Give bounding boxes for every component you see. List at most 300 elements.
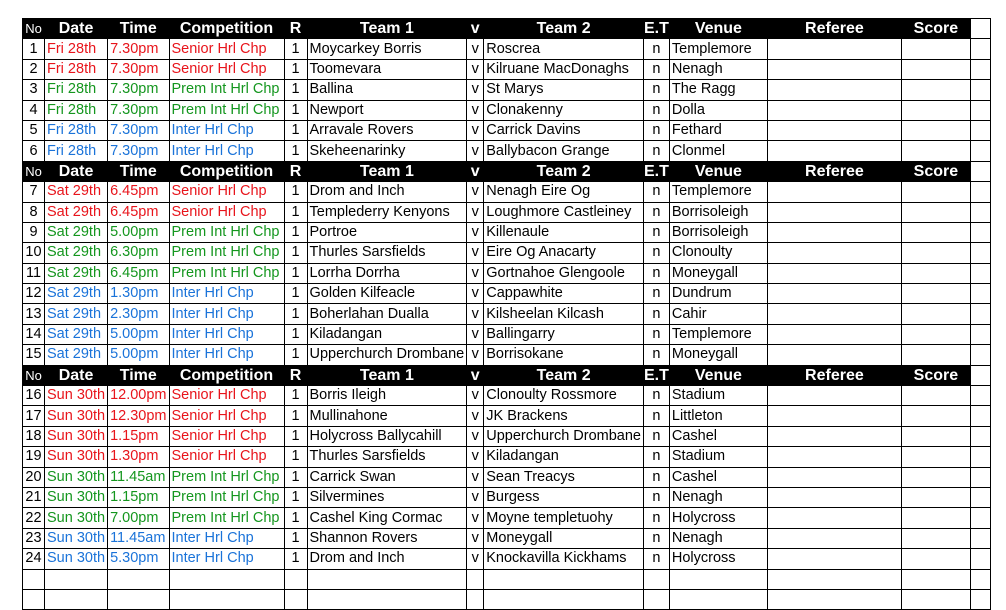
time-cell[interactable]: 6.30pm	[108, 243, 169, 263]
time-cell[interactable]: 7.30pm	[108, 59, 169, 79]
header-team1[interactable]: Team 1	[307, 19, 467, 39]
competition-cell[interactable]: Senior Hrl Chp	[169, 386, 284, 406]
extra-time-cell[interactable]: n	[644, 39, 670, 59]
competition-cell[interactable]	[169, 569, 284, 589]
empty-cell[interactable]	[970, 141, 990, 161]
team2-cell[interactable]: Loughmore Castleiney	[484, 202, 644, 222]
team2-cell[interactable]: Clonoulty Rossmore	[484, 386, 644, 406]
referee-cell[interactable]	[767, 263, 901, 283]
referee-cell[interactable]	[767, 569, 901, 589]
time-cell[interactable]: 2.30pm	[108, 304, 169, 324]
row-number-cell[interactable]: 5	[23, 120, 45, 140]
row-number-cell[interactable]: 14	[23, 324, 45, 344]
round-cell[interactable]: 1	[284, 528, 307, 548]
venue-cell[interactable]: Templemore	[669, 39, 767, 59]
competition-cell[interactable]: Prem Int Hrl Chp	[169, 487, 284, 507]
venue-cell[interactable]: Templemore	[669, 324, 767, 344]
team2-cell[interactable]: Killenaule	[484, 222, 644, 242]
team2-cell[interactable]: Knockavilla Kickhams	[484, 549, 644, 569]
header-date[interactable]: Date	[45, 365, 108, 385]
versus-cell[interactable]: v	[467, 59, 484, 79]
extra-time-cell[interactable]: n	[644, 406, 670, 426]
competition-cell[interactable]: Senior Hrl Chp	[169, 59, 284, 79]
competition-cell[interactable]: Inter Hrl Chp	[169, 528, 284, 548]
row-number-cell[interactable]: 21	[23, 487, 45, 507]
header-et[interactable]: E.T	[644, 20, 669, 38]
referee-cell[interactable]	[767, 243, 901, 263]
venue-cell[interactable]: Clonoulty	[669, 243, 767, 263]
team1-cell[interactable]: Kiladangan	[307, 324, 467, 344]
time-cell[interactable]: 12.00pm	[108, 386, 169, 406]
team2-cell[interactable]: Eire Og Anacarty	[484, 243, 644, 263]
time-cell[interactable]: 6.45pm	[108, 202, 169, 222]
extra-time-cell[interactable]: n	[644, 120, 670, 140]
versus-cell[interactable]: v	[467, 100, 484, 120]
team2-cell[interactable]	[484, 569, 644, 589]
team1-cell[interactable]: Boherlahan Dualla	[307, 304, 467, 324]
versus-cell[interactable]: v	[467, 202, 484, 222]
date-cell[interactable]: Sat 29th	[45, 182, 108, 202]
score-cell[interactable]	[901, 324, 970, 344]
extra-time-cell[interactable]: n	[644, 467, 670, 487]
date-cell[interactable]: Sun 30th	[45, 386, 108, 406]
competition-cell[interactable]: Prem Int Hrl Chp	[169, 100, 284, 120]
empty-cell[interactable]	[970, 528, 990, 548]
time-cell[interactable]: 5.00pm	[108, 222, 169, 242]
empty-cell[interactable]	[970, 80, 990, 100]
team1-cell[interactable]: Cashel King Cormac	[307, 508, 467, 528]
referee-cell[interactable]	[767, 406, 901, 426]
date-cell[interactable]: Fri 28th	[45, 80, 108, 100]
team2-cell[interactable]: Gortnahoe Glengoole	[484, 263, 644, 283]
score-cell[interactable]	[901, 141, 970, 161]
empty-cell[interactable]	[970, 467, 990, 487]
round-cell[interactable]: 1	[284, 243, 307, 263]
referee-cell[interactable]	[767, 528, 901, 548]
team2-cell[interactable]: Kiladangan	[484, 447, 644, 467]
competition-cell[interactable]: Senior Hrl Chp	[169, 426, 284, 446]
referee-cell[interactable]	[767, 80, 901, 100]
referee-cell[interactable]	[767, 447, 901, 467]
header-r[interactable]: R	[284, 161, 307, 181]
header-referee[interactable]: Referee	[767, 365, 901, 385]
team2-cell[interactable]: Sean Treacys	[484, 467, 644, 487]
date-cell[interactable]: Sun 30th	[45, 467, 108, 487]
empty-cell[interactable]	[970, 447, 990, 467]
date-cell[interactable]	[45, 569, 108, 589]
team1-cell[interactable]: Skeheenarinky	[307, 141, 467, 161]
venue-cell[interactable]: Dundrum	[669, 284, 767, 304]
time-cell[interactable]: 1.30pm	[108, 447, 169, 467]
team2-cell[interactable]: Moyne templetuohy	[484, 508, 644, 528]
score-cell[interactable]	[901, 222, 970, 242]
extra-time-cell[interactable]: n	[644, 549, 670, 569]
referee-cell[interactable]	[767, 222, 901, 242]
extra-time-cell[interactable]: n	[644, 243, 670, 263]
extra-time-cell[interactable]: n	[644, 508, 670, 528]
referee-cell[interactable]	[767, 182, 901, 202]
date-cell[interactable]: Sun 30th	[45, 447, 108, 467]
team2-cell[interactable]: Moneygall	[484, 528, 644, 548]
round-cell[interactable]: 1	[284, 345, 307, 365]
referee-cell[interactable]	[767, 386, 901, 406]
header-v[interactable]: v	[467, 161, 484, 181]
empty-cell[interactable]	[970, 284, 990, 304]
team1-cell[interactable]: Carrick Swan	[307, 467, 467, 487]
date-cell[interactable]: Fri 28th	[45, 39, 108, 59]
team1-cell[interactable]: Newport	[307, 100, 467, 120]
referee-cell[interactable]	[767, 304, 901, 324]
header-competition[interactable]: Competition	[169, 19, 284, 39]
score-cell[interactable]	[901, 39, 970, 59]
team2-cell[interactable]: St Marys	[484, 80, 644, 100]
venue-cell[interactable]: The Ragg	[669, 80, 767, 100]
time-cell[interactable]	[108, 569, 169, 589]
header-venue[interactable]: Venue	[669, 365, 767, 385]
score-cell[interactable]	[901, 426, 970, 446]
team1-cell[interactable]: Holycross Ballycahill	[307, 426, 467, 446]
versus-cell[interactable]: v	[467, 345, 484, 365]
round-cell[interactable]: 1	[284, 39, 307, 59]
row-number-cell[interactable]: 20	[23, 467, 45, 487]
header-venue[interactable]: Venue	[669, 161, 767, 181]
row-number-cell[interactable]: 10	[23, 243, 45, 263]
versus-cell[interactable]: v	[467, 39, 484, 59]
team1-cell[interactable]: Mullinahone	[307, 406, 467, 426]
score-cell[interactable]	[901, 263, 970, 283]
date-cell[interactable]: Sat 29th	[45, 324, 108, 344]
team2-cell[interactable]: Roscrea	[484, 39, 644, 59]
header-et[interactable]: E.T	[644, 366, 669, 384]
row-number-cell[interactable]: 9	[23, 222, 45, 242]
empty-cell[interactable]	[970, 426, 990, 446]
team1-cell[interactable]: Drom and Inch	[307, 549, 467, 569]
row-number-cell[interactable]: 15	[23, 345, 45, 365]
team2-cell[interactable]: Carrick Davins	[484, 120, 644, 140]
header-team2[interactable]: Team 2	[484, 365, 644, 385]
date-cell[interactable]: Sat 29th	[45, 284, 108, 304]
date-cell[interactable]: Sat 29th	[45, 263, 108, 283]
team2-cell[interactable]: Nenagh Eire Og	[484, 182, 644, 202]
versus-cell[interactable]	[467, 569, 484, 589]
header-date[interactable]: Date	[45, 19, 108, 39]
empty-cell[interactable]	[970, 243, 990, 263]
date-cell[interactable]: Sat 29th	[45, 202, 108, 222]
row-number-cell[interactable]: 8	[23, 202, 45, 222]
empty-cell[interactable]	[970, 365, 990, 385]
versus-cell[interactable]: v	[467, 263, 484, 283]
extra-time-cell[interactable]: n	[644, 59, 670, 79]
date-cell[interactable]: Sun 30th	[45, 508, 108, 528]
empty-cell[interactable]	[970, 406, 990, 426]
versus-cell[interactable]: v	[467, 447, 484, 467]
referee-cell[interactable]	[767, 120, 901, 140]
row-number-cell[interactable]: 4	[23, 100, 45, 120]
time-cell[interactable]: 7.30pm	[108, 141, 169, 161]
venue-cell[interactable]: Holycross	[669, 508, 767, 528]
team1-cell[interactable]: Upperchurch Drombane	[307, 345, 467, 365]
versus-cell[interactable]: v	[467, 528, 484, 548]
competition-cell[interactable]: Inter Hrl Chp	[169, 141, 284, 161]
header-time[interactable]: Time	[108, 161, 169, 181]
extra-time-cell[interactable]: n	[644, 345, 670, 365]
round-cell[interactable]: 1	[284, 406, 307, 426]
referee-cell[interactable]	[767, 549, 901, 569]
round-cell[interactable]: 1	[284, 222, 307, 242]
time-cell[interactable]: 6.45pm	[108, 182, 169, 202]
venue-cell[interactable]: Clonmel	[669, 141, 767, 161]
venue-cell[interactable]: Stadium	[669, 447, 767, 467]
header-venue[interactable]: Venue	[669, 19, 767, 39]
time-cell[interactable]: 7.30pm	[108, 100, 169, 120]
empty-cell[interactable]	[970, 345, 990, 365]
round-cell[interactable]: 1	[284, 324, 307, 344]
referee-cell[interactable]	[767, 426, 901, 446]
time-cell[interactable]: 1.15pm	[108, 487, 169, 507]
date-cell[interactable]: Fri 28th	[45, 120, 108, 140]
score-cell[interactable]	[901, 182, 970, 202]
versus-cell[interactable]: v	[467, 467, 484, 487]
header-no[interactable]: No	[23, 161, 45, 181]
team1-cell[interactable]: Lorrha Dorrha	[307, 263, 467, 283]
round-cell[interactable]: 1	[284, 80, 307, 100]
header-et[interactable]: E.T	[644, 162, 669, 180]
versus-cell[interactable]: v	[467, 324, 484, 344]
referee-cell[interactable]	[767, 202, 901, 222]
header-team1[interactable]: Team 1	[307, 161, 467, 181]
row-number-cell[interactable]: 12	[23, 284, 45, 304]
empty-cell[interactable]	[970, 304, 990, 324]
row-number-cell[interactable]: 16	[23, 386, 45, 406]
extra-time-cell[interactable]: n	[644, 80, 670, 100]
header-v[interactable]: v	[467, 19, 484, 39]
team1-cell[interactable]: Arravale Rovers	[307, 120, 467, 140]
row-number-cell[interactable]: 17	[23, 406, 45, 426]
round-cell[interactable]: 1	[284, 141, 307, 161]
empty-cell[interactable]	[970, 39, 990, 59]
team1-cell[interactable]: Borris Ileigh	[307, 386, 467, 406]
venue-cell[interactable]: Nenagh	[669, 59, 767, 79]
header-time[interactable]: Time	[108, 19, 169, 39]
venue-cell[interactable]: Fethard	[669, 120, 767, 140]
score-cell[interactable]	[901, 528, 970, 548]
empty-cell[interactable]	[970, 263, 990, 283]
empty-cell[interactable]	[970, 386, 990, 406]
team1-cell[interactable]: Moycarkey Borris	[307, 39, 467, 59]
competition-cell[interactable]: Prem Int Hrl Chp	[169, 467, 284, 487]
extra-time-cell[interactable]: n	[644, 141, 670, 161]
date-cell[interactable]: Sun 30th	[45, 528, 108, 548]
referee-cell[interactable]	[767, 487, 901, 507]
versus-cell[interactable]: v	[467, 304, 484, 324]
score-cell[interactable]	[901, 284, 970, 304]
row-number-cell[interactable]: 7	[23, 182, 45, 202]
team1-cell[interactable]: Drom and Inch	[307, 182, 467, 202]
date-cell[interactable]: Fri 28th	[45, 59, 108, 79]
row-number-cell[interactable]: 18	[23, 426, 45, 446]
round-cell[interactable]: 1	[284, 487, 307, 507]
date-cell[interactable]: Sat 29th	[45, 304, 108, 324]
empty-cell[interactable]	[970, 487, 990, 507]
referee-cell[interactable]	[767, 141, 901, 161]
competition-cell[interactable]: Senior Hrl Chp	[169, 202, 284, 222]
team2-cell[interactable]: JK Brackens	[484, 406, 644, 426]
row-number-cell[interactable]: 22	[23, 508, 45, 528]
venue-cell[interactable]: Stadium	[669, 386, 767, 406]
competition-cell[interactable]: Senior Hrl Chp	[169, 406, 284, 426]
round-cell[interactable]: 1	[284, 467, 307, 487]
extra-time-cell[interactable]: n	[644, 202, 670, 222]
empty-cell[interactable]	[970, 59, 990, 79]
round-cell[interactable]: 1	[284, 447, 307, 467]
round-cell[interactable]: 1	[284, 304, 307, 324]
time-cell[interactable]: 7.30pm	[108, 120, 169, 140]
venue-cell[interactable]: Borrisoleigh	[669, 222, 767, 242]
header-team2[interactable]: Team 2	[484, 19, 644, 39]
date-cell[interactable]: Fri 28th	[45, 141, 108, 161]
header-no[interactable]: No	[23, 365, 45, 385]
team1-cell[interactable]: Silvermines	[307, 487, 467, 507]
versus-cell[interactable]: v	[467, 406, 484, 426]
versus-cell[interactable]: v	[467, 80, 484, 100]
row-number-cell[interactable]: 6	[23, 141, 45, 161]
team1-cell[interactable]: Portroe	[307, 222, 467, 242]
time-cell[interactable]: 12.30pm	[108, 406, 169, 426]
score-cell[interactable]	[901, 100, 970, 120]
header-date[interactable]: Date	[45, 161, 108, 181]
team1-cell[interactable]: Toomevara	[307, 59, 467, 79]
time-cell[interactable]: 6.45pm	[108, 263, 169, 283]
competition-cell[interactable]: Prem Int Hrl Chp	[169, 243, 284, 263]
time-cell[interactable]: 5.30pm	[108, 549, 169, 569]
empty-cell[interactable]	[970, 324, 990, 344]
empty-cell[interactable]	[970, 161, 990, 181]
extra-time-cell[interactable]: n	[644, 528, 670, 548]
competition-cell[interactable]: Prem Int Hrl Chp	[169, 222, 284, 242]
time-cell[interactable]: 11.45am	[108, 467, 169, 487]
time-cell[interactable]: 7.00pm	[108, 508, 169, 528]
versus-cell[interactable]: v	[467, 243, 484, 263]
team1-cell[interactable]: Golden Kilfeacle	[307, 284, 467, 304]
empty-cell[interactable]	[970, 569, 990, 589]
empty-cell[interactable]	[970, 19, 990, 39]
team1-cell[interactable]: Templederry Kenyons	[307, 202, 467, 222]
versus-cell[interactable]: v	[467, 182, 484, 202]
date-cell[interactable]: Sun 30th	[45, 549, 108, 569]
round-cell[interactable]: 1	[284, 549, 307, 569]
team1-cell[interactable]: Thurles Sarsfields	[307, 243, 467, 263]
venue-cell[interactable]: Cashel	[669, 467, 767, 487]
header-score[interactable]: Score	[901, 19, 970, 39]
versus-cell[interactable]: v	[467, 508, 484, 528]
time-cell[interactable]: 1.30pm	[108, 284, 169, 304]
score-cell[interactable]	[901, 386, 970, 406]
header-v[interactable]: v	[467, 365, 484, 385]
score-cell[interactable]	[901, 467, 970, 487]
round-cell[interactable]: 1	[284, 263, 307, 283]
round-cell[interactable]: 1	[284, 100, 307, 120]
score-cell[interactable]	[901, 406, 970, 426]
score-cell[interactable]	[901, 569, 970, 589]
round-cell[interactable]: 1	[284, 120, 307, 140]
referee-cell[interactable]	[767, 39, 901, 59]
extra-time-cell[interactable]: n	[644, 324, 670, 344]
row-number-cell[interactable]: 23	[23, 528, 45, 548]
date-cell[interactable]: Fri 28th	[45, 100, 108, 120]
time-cell[interactable]: 1.15pm	[108, 426, 169, 446]
extra-time-cell[interactable]: n	[644, 386, 670, 406]
date-cell[interactable]: Sun 30th	[45, 406, 108, 426]
team2-cell[interactable]: Burgess	[484, 487, 644, 507]
venue-cell[interactable]: Cahir	[669, 304, 767, 324]
empty-cell[interactable]	[970, 100, 990, 120]
referee-cell[interactable]	[767, 59, 901, 79]
date-cell[interactable]: Sat 29th	[45, 345, 108, 365]
date-cell[interactable]: Sun 30th	[45, 426, 108, 446]
venue-cell[interactable]: Templemore	[669, 182, 767, 202]
team1-cell[interactable]	[307, 569, 467, 589]
referee-cell[interactable]	[767, 100, 901, 120]
referee-cell[interactable]	[767, 345, 901, 365]
row-number-cell[interactable]: 19	[23, 447, 45, 467]
competition-cell[interactable]: Senior Hrl Chp	[169, 182, 284, 202]
time-cell[interactable]: 7.30pm	[108, 39, 169, 59]
extra-time-cell[interactable]	[644, 569, 670, 589]
venue-cell[interactable]: Nenagh	[669, 487, 767, 507]
versus-cell[interactable]: v	[467, 284, 484, 304]
header-team2[interactable]: Team 2	[484, 161, 644, 181]
team2-cell[interactable]: Ballingarry	[484, 324, 644, 344]
row-number-cell[interactable]: 3	[23, 80, 45, 100]
time-cell[interactable]: 7.30pm	[108, 80, 169, 100]
time-cell[interactable]: 5.00pm	[108, 345, 169, 365]
versus-cell[interactable]: v	[467, 120, 484, 140]
competition-cell[interactable]: Inter Hrl Chp	[169, 304, 284, 324]
venue-cell[interactable]: Cashel	[669, 426, 767, 446]
competition-cell[interactable]: Inter Hrl Chp	[169, 284, 284, 304]
header-r[interactable]: R	[284, 19, 307, 39]
versus-cell[interactable]: v	[467, 386, 484, 406]
row-number-cell[interactable]: 1	[23, 39, 45, 59]
extra-time-cell[interactable]: n	[644, 487, 670, 507]
score-cell[interactable]	[901, 549, 970, 569]
venue-cell[interactable]: Nenagh	[669, 528, 767, 548]
team2-cell[interactable]: Kilsheelan Kilcash	[484, 304, 644, 324]
score-cell[interactable]	[901, 80, 970, 100]
competition-cell[interactable]: Inter Hrl Chp	[169, 549, 284, 569]
competition-cell[interactable]: Prem Int Hrl Chp	[169, 508, 284, 528]
team2-cell[interactable]: Clonakenny	[484, 100, 644, 120]
extra-time-cell[interactable]: n	[644, 263, 670, 283]
header-referee[interactable]: Referee	[767, 161, 901, 181]
team2-cell[interactable]: Ballybacon Grange	[484, 141, 644, 161]
empty-cell[interactable]	[970, 508, 990, 528]
score-cell[interactable]	[901, 487, 970, 507]
row-number-cell[interactable]: 24	[23, 549, 45, 569]
versus-cell[interactable]: v	[467, 549, 484, 569]
extra-time-cell[interactable]: n	[644, 284, 670, 304]
empty-cell[interactable]	[970, 222, 990, 242]
extra-time-cell[interactable]: n	[644, 426, 670, 446]
referee-cell[interactable]	[767, 284, 901, 304]
empty-cell[interactable]	[970, 120, 990, 140]
round-cell[interactable]: 1	[284, 59, 307, 79]
header-competition[interactable]: Competition	[169, 161, 284, 181]
competition-cell[interactable]: Inter Hrl Chp	[169, 324, 284, 344]
team2-cell[interactable]: Upperchurch Drombane	[484, 426, 644, 446]
team1-cell[interactable]: Shannon Rovers	[307, 528, 467, 548]
header-score[interactable]: Score	[901, 161, 970, 181]
